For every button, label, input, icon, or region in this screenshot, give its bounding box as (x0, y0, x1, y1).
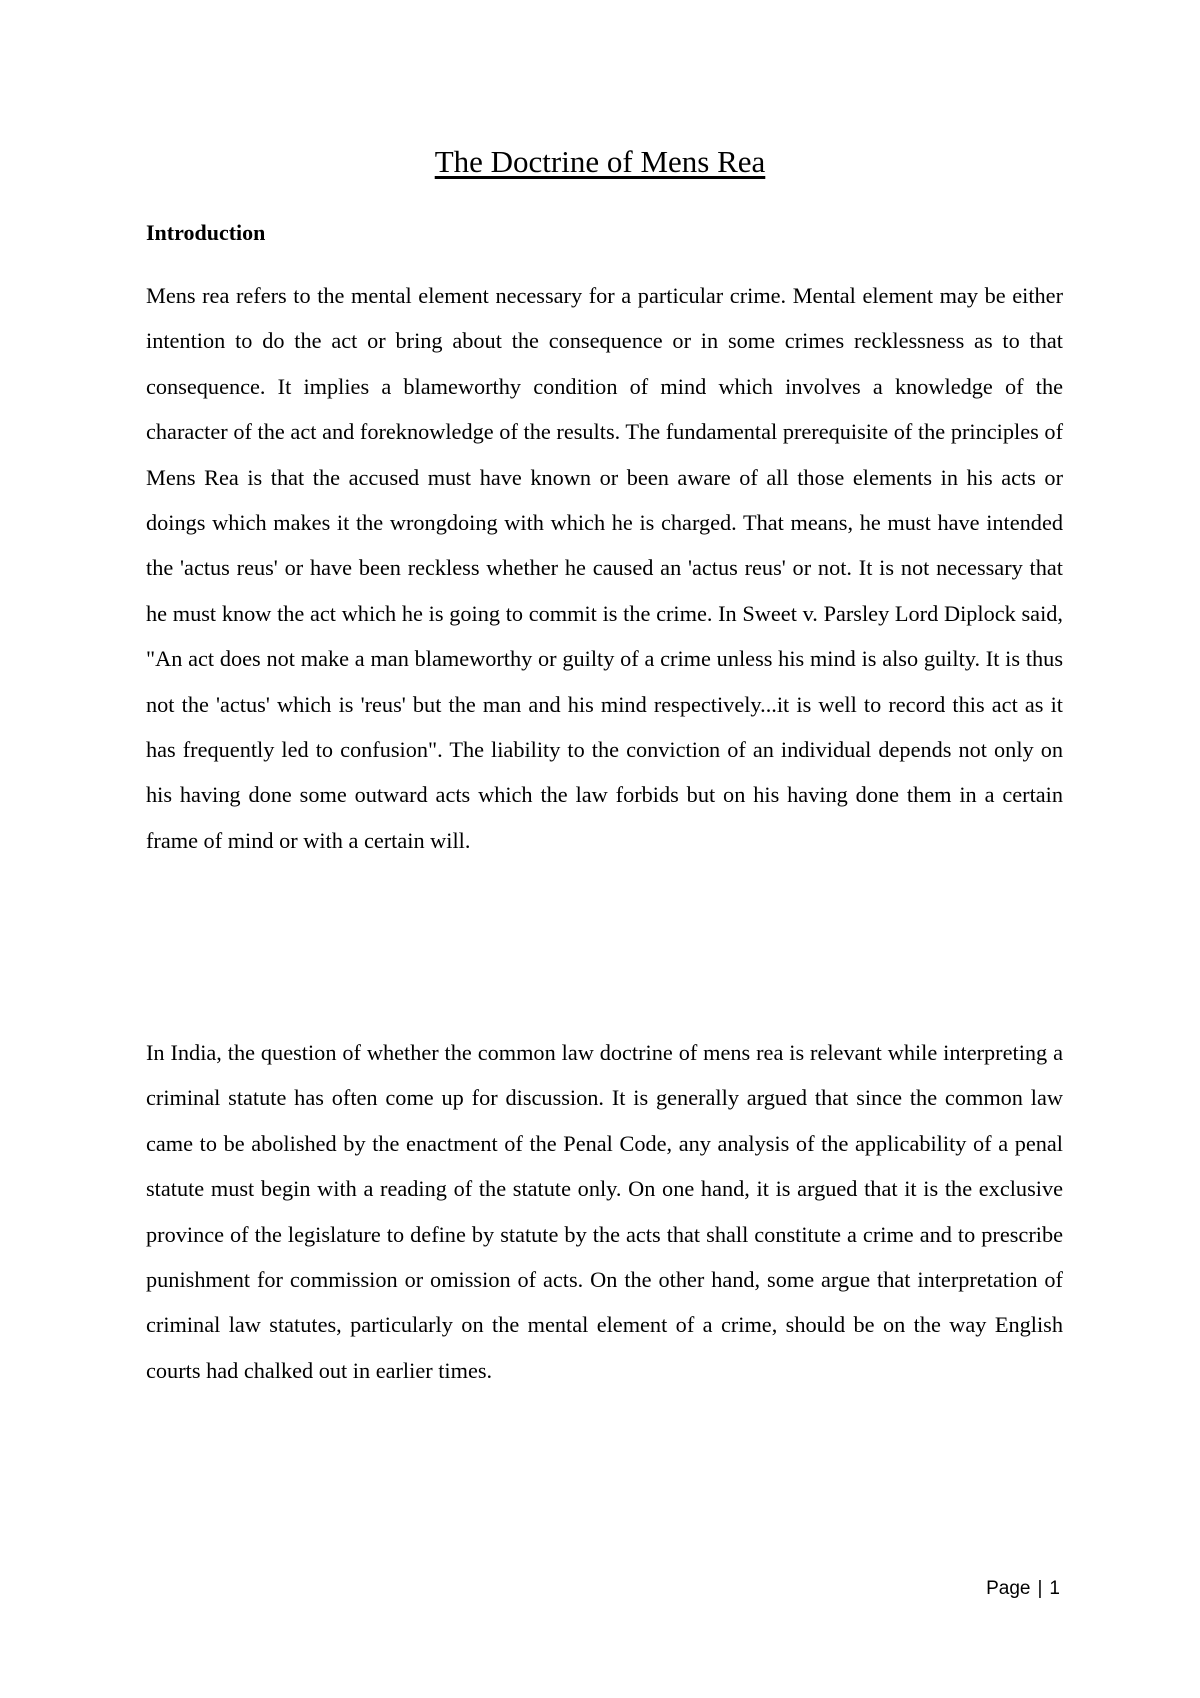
page-footer (986, 1576, 1060, 1602)
page-label: Page (986, 1578, 1031, 1599)
page-number: 1 (1049, 1578, 1060, 1599)
section-heading-introduction: Introduction (146, 220, 266, 245)
document-title: The Doctrine of Mens Rea (434, 144, 766, 179)
page-separator: | (1037, 1578, 1043, 1599)
paragraph-2: In India, the question of whether the common law doctrine of mens rea is relevant while interpreting a criminal statute has often come up for discussion. It is generally argued that since the common law came to be abolished by the enactment of the Penal Code, any analysis of the applicability of a penal statute must begin with a reading of the statute only. On one hand, it is argued that it is the exclusive province of the legislature to define by statute by the acts that shall constitute a crime and to prescribe punishment for commission or omission of acts. On the other hand, some argue that interpretation of criminal law statutes, particularly on the mental element of a crime, should be on the way English courts had chalked out in earlier times. (146, 1040, 1063, 1383)
paragraph-1: Mens rea refers to the mental element necessary for a particular crime. Mental element may be either intention to do the act or bring about the consequence or in some crimes recklessness as to that consequence. It implies a blameworthy condition of mind which involves a knowledge of the character of the act and foreknowledge of the results. The fundamental prerequisite of the principles of Mens Rea is that the accused must have known or been aware of all those elements in his acts or doings which makes it the wrongdoing with which he is charged. That means, he must have intended the 'actus reus' or have been reckless whether he caused an 'actus reus' or not. It is not necessary that he must know the act which he is going to commit is the crime. In Sweet v. Parsley Lord Diplock said, "An act does not make a man blameworthy or guilty of a crime unless his mind is also guilty. It is thus not the 'actus' which is 'reus' but the man and his mind respectively...it is well to record this act as it has frequently led to confusion". The liability to the conviction of an individual depends not only on his having done some outward acts which the law forbids but on his having done them in a certain frame of mind or with a certain will. (146, 283, 1063, 853)
